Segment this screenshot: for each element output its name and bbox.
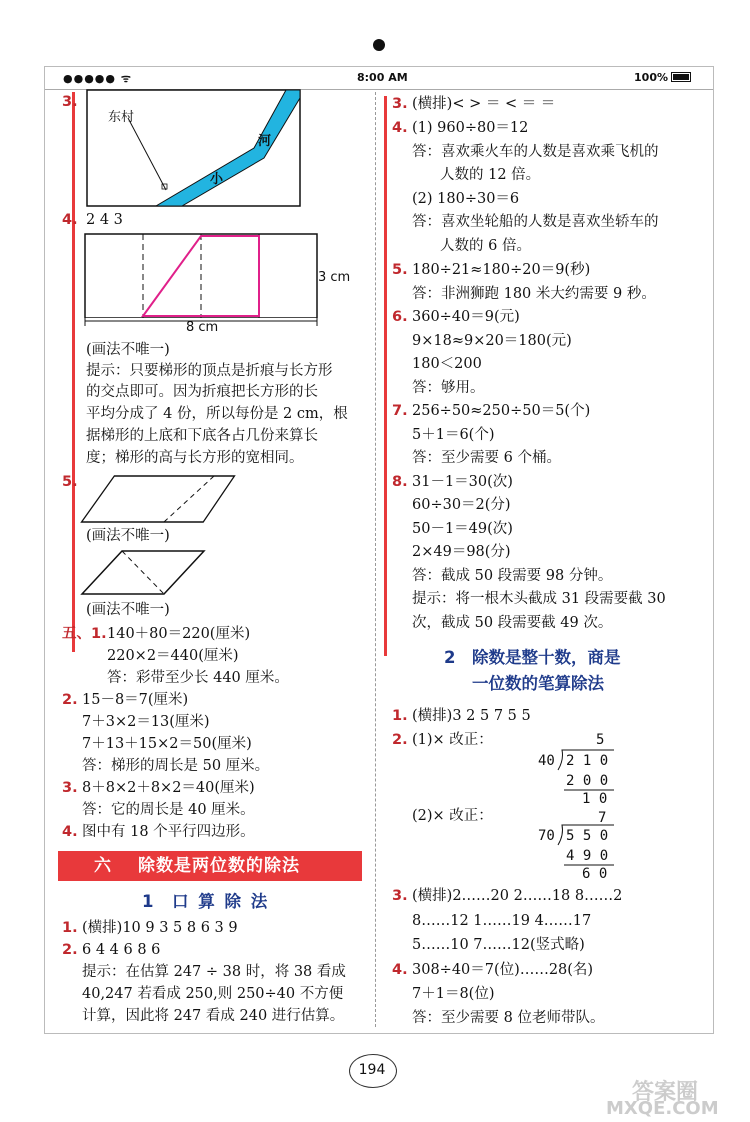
div2-remainder: 6 0 [582,866,608,882]
river-label-2: 小 [210,172,224,187]
status-time: 8:00 AM [357,71,408,84]
p2-line-2: 7＋3×2＝13(厘米) [82,714,210,730]
q4r-line-2: 7＋1＝8(位) [412,986,495,1002]
p3-line-2: 答：它的周长是 40 厘米。 [82,802,255,818]
q4-hint-2: 的交点即可。因为折痕把长方形的长 [86,384,318,400]
r6-line-2: 9×18≈9×20＝180(元) [412,333,572,349]
q4-note: (画法不唯一) [86,342,170,358]
height-label: 3 cm [318,270,351,285]
r4-line-5: 答：喜欢坐轮船的人数是喜欢坐轿车的 [412,214,659,230]
r8-line-6: 提示：将一根木头截成 31 段需要截 30 [412,591,666,607]
s2-line-3: 40,247 若看成 250,则 250÷40 不方便 [82,986,344,1002]
r7-line-1: 256÷50≈250÷50＝5(个) [412,403,591,419]
q4-answer: 2 4 3 [86,212,123,228]
r8-number: 8. [392,474,408,490]
r4-line-4: (2) 180÷30＝6 [412,191,520,207]
div1-quotient: 5 [596,732,605,748]
r4-line-3: 人数的 12 倍。 [440,167,541,183]
q4r-number: 4. [392,962,408,978]
r3-number: 3. [392,96,408,112]
r3-line: (横排)< > ＝ < ＝ ＝ [412,96,556,112]
r6-line-1: 360÷40＝9(元) [412,309,520,325]
parallelogram-figure [80,548,206,598]
signal-indicator: ●●●●● ᯤ [63,72,132,85]
q4-hint-4: 据梯形的上底和下底各占几份来算长 [86,428,318,444]
rectangle-fold-figure [84,230,320,318]
column-divider [375,92,376,1027]
r6-number: 6. [392,309,408,325]
q3-number: 3. [62,94,78,110]
battery-icon [671,72,691,82]
r7-number: 7. [392,403,408,419]
r4-line-6: 人数的 6 倍。 [440,238,531,254]
div2-quotient: 7 [598,810,607,826]
watermark-logo-text: 答案圈 [632,1080,699,1105]
p4-number: 4. [62,824,78,840]
q4r-line-1: 308÷40＝7(位)……28(名) [412,962,594,978]
part5-line-3: 答：彩带至少长 440 厘米。 [107,670,289,686]
div1-divisor: 40 [538,753,555,769]
battery-percent: 100% [634,71,668,84]
q2-label-b: (2)× 改正： [412,808,493,824]
sub2-title-2: 一位数的笔算除法 [472,674,604,693]
sub1-number: 1 [142,892,154,911]
q4r-line-3: 答：至少需要 8 位老师带队。 [412,1010,605,1026]
q3r-number: 3. [392,888,408,904]
right-margin-rule [384,96,387,656]
r7-line-3: 答：至少需要 6 个桶。 [412,450,561,466]
q3r-line-1: (横排)2……20 2……18 8……2 [412,888,623,904]
q1-number: 1. [392,708,408,724]
s2-number: 2. [62,942,78,958]
r8-line-5: 答：截成 50 段需要 98 分钟。 [412,568,613,584]
div1-dividend: 2 1 0 [566,753,609,769]
q3r-line-2: 8……12 1……19 4……17 [412,913,592,929]
r5-line-2: 答：非洲狮跑 180 米大约需要 9 秒。 [412,286,656,302]
r6-line-4: 答：够用。 [412,380,485,396]
p2-number: 2. [62,692,78,708]
p2-line-3: 7＋13＋15×2＝50(厘米) [82,736,252,752]
sub1-title: 口 算 除 法 [172,892,270,911]
s2-line-2: 提示：在估算 247 ÷ 38 时，将 38 看成 [82,964,346,980]
sub2-number: 2 [444,648,456,667]
part5-line-1: 140＋80＝220(厘米) [107,626,251,642]
section-6-banner [58,851,362,881]
r6-line-3: 180＜200 [412,356,482,372]
r8-line-7: 次，截成 50 段需要截 49 次。 [412,615,613,631]
page-number: 194 [358,1062,386,1078]
status-bar [45,67,713,90]
river-label-1: 河 [258,134,272,149]
p3-number: 3. [62,780,78,796]
r4-number: 4. [392,120,408,136]
section-6-title: 除数是两位数的除法 [138,856,300,876]
div1-bracket [556,748,616,792]
div2-dividend: 5 5 0 [566,828,609,844]
r4-line-2: 答：喜欢乘火车的人数是喜欢乘飞机的 [412,144,659,160]
r7-line-2: 5＋1＝6(个) [412,427,495,443]
r8-line-3: 50－1＝49(次) [412,521,513,537]
div1-remainder: 1 0 [582,791,608,807]
div2-divisor: 70 [538,828,555,844]
village-label: 东村 [108,110,135,125]
s2-line-4: 计算，因此将 247 看成 240 进行估算。 [82,1008,345,1024]
s2-line-1: 6 4 4 6 8 6 [82,942,161,958]
div1-product: 2 0 0 [566,773,609,789]
p2-line-4: 答：梯形的周长是 50 厘米。 [82,758,270,774]
r8-line-2: 60÷30＝2(分) [412,497,511,513]
q5-note-1: (画法不唯一) [86,528,170,544]
part5-label: 五、1. [62,626,107,642]
q4-hint-5: 度；梯形的高与长方形的宽相同。 [86,450,304,466]
q1-line: (横排)3 2 5 7 5 5 [412,708,531,724]
r8-line-1: 31－1＝30(次) [412,474,513,490]
q5-note-2: (画法不唯一) [86,602,170,618]
p3-line-1: 8＋8×2＋8×2＝40(厘米) [82,780,255,796]
p4-line: 图中有 18 个平行四边形。 [82,824,255,840]
part5-line-2: 220×2＝440(厘米) [107,648,239,664]
q2-number: 2. [392,732,408,748]
r5-number: 5. [392,262,408,278]
section-6-number: 六 [94,856,111,876]
q5-number: 5. [62,474,78,490]
s1-line: (横排)10 9 3 5 8 6 3 9 [82,920,238,936]
div2-product: 4 9 0 [566,848,609,864]
battery-indicator [634,71,691,84]
camera-dot [373,39,385,51]
margin-rule [72,92,75,652]
r5-line-1: 180÷21≈180÷20＝9(秒) [412,262,591,278]
q4-number: 4. [62,212,78,228]
r8-line-4: 2×49＝98(分) [412,544,511,560]
trapezoid-figure [80,474,242,524]
s1-number: 1. [62,920,78,936]
div2-bracket [556,823,616,867]
sub2-title-1: 除数是整十数，商是 [472,648,621,667]
q2-label-a: (1)× 改正： [412,732,493,748]
q4-hint-1: 提示：只要梯形的顶点是折痕与长方形 [86,363,333,379]
q4-hint-3: 平均分成了 4 份，所以每份是 2 cm，根 [86,406,348,422]
p2-line-1: 15－8＝7(厘米) [82,692,189,708]
width-label: 8 cm [186,320,219,335]
r4-line-1: (1) 960÷80＝12 [412,120,529,136]
q3r-line-3: 5……10 7……12(竖式略) [412,937,585,953]
watermark-url: MXQE.COM [606,1098,719,1119]
